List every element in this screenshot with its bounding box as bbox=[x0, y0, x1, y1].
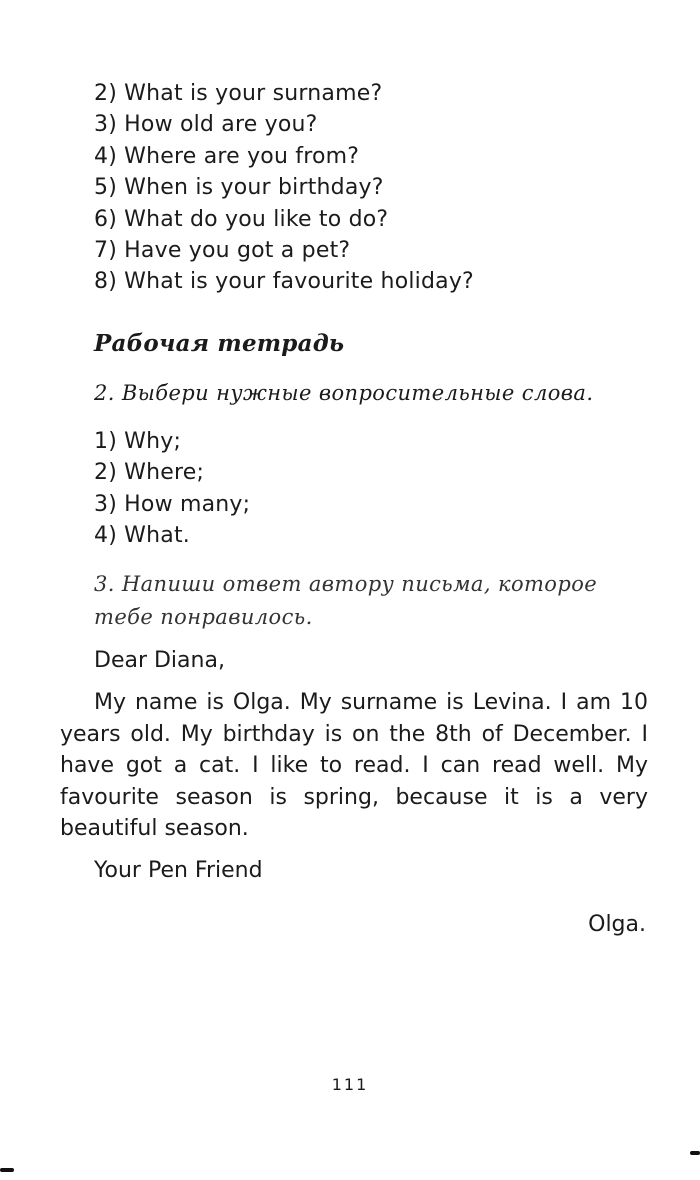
question-item: 8) What is your favourite holiday? bbox=[94, 269, 474, 295]
letter-signature: Olga. bbox=[588, 912, 646, 937]
question-item: 6) What do you like to do? bbox=[94, 206, 389, 232]
answer-list bbox=[94, 426, 250, 552]
letter-closing: Your Pen Friend bbox=[94, 858, 263, 883]
scan-edge-mark-right bbox=[690, 1151, 700, 1155]
answer-item: 2) Where; bbox=[94, 460, 205, 486]
question-item: 7) Have you got a pet? bbox=[94, 238, 351, 264]
answer-item: 4) What. bbox=[94, 523, 190, 549]
task-3-instruction: 3. Напиши ответ автору письма, которое тебе понравилось. bbox=[94, 572, 598, 629]
task-2-instruction: 2. Выбери нужные вопросительные слова. bbox=[94, 381, 594, 405]
answer-item: 1) Why; bbox=[94, 429, 182, 454]
question-list bbox=[94, 78, 474, 298]
workbook-heading: Рабочая тетрадь bbox=[94, 330, 345, 357]
question-item: 5) When is your birthday? bbox=[94, 175, 384, 201]
page-number: 111 bbox=[331, 1075, 369, 1094]
scan-edge-mark-left bbox=[0, 1168, 14, 1172]
question-item: 3) How old are you? bbox=[94, 112, 318, 138]
letter-body: My name is Olga. My surname is Levina. I am 10 years old. My birthday is on the 8th of December. I have got a cat. I like to read. I can read well. My favourite season is spring, because it is a very beautiful season. bbox=[60, 690, 648, 841]
question-item: 2) What is your surname? bbox=[94, 81, 383, 106]
question-item: 4) Where are you from? bbox=[94, 143, 360, 169]
letter-greeting: Dear Diana, bbox=[94, 648, 225, 673]
answer-item: 3) How many; bbox=[94, 491, 251, 517]
